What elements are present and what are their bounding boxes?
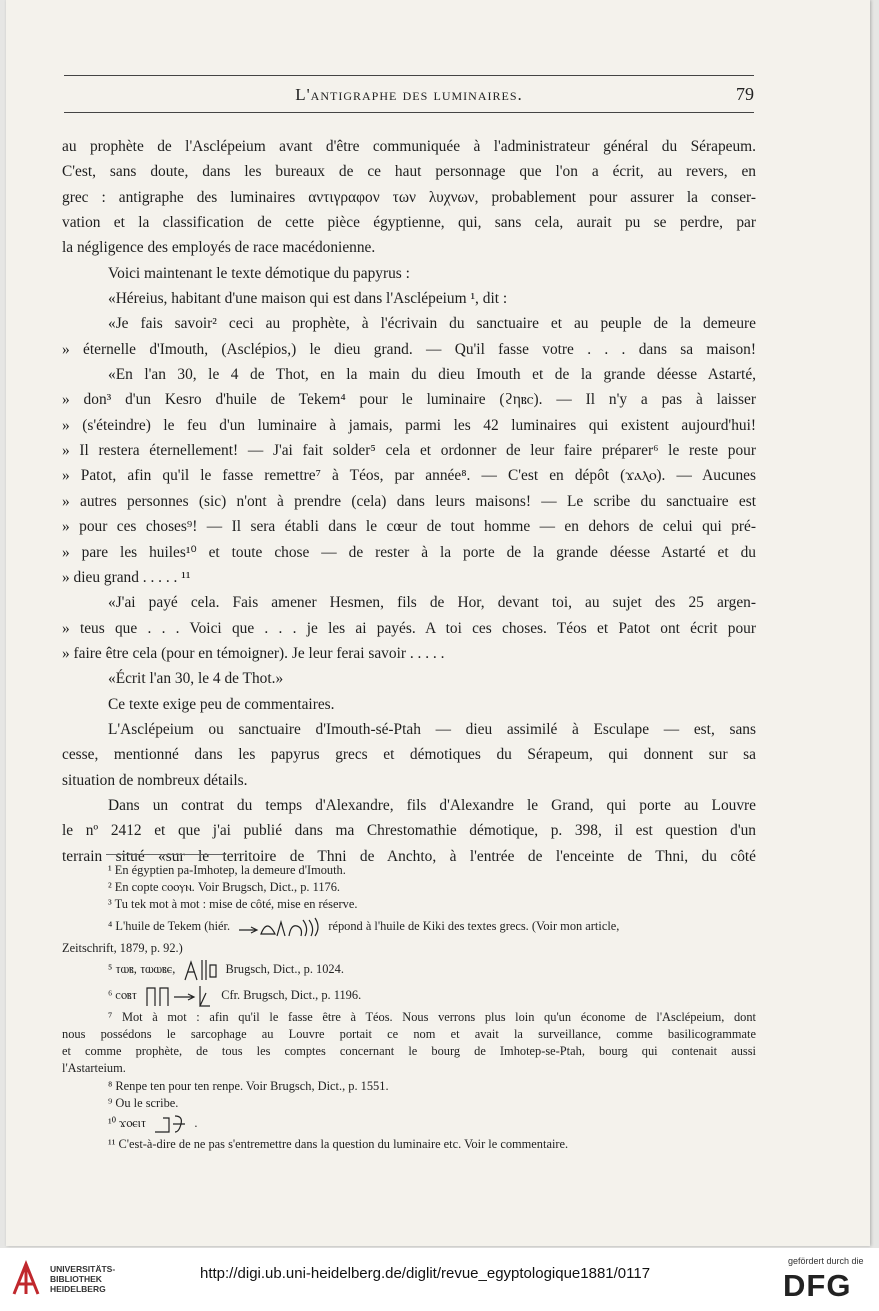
viewer-footer xyxy=(0,1248,879,1311)
text-line: » faire être cela (pour en témoigner). Je leur ferai savoir . . . . . xyxy=(62,644,445,662)
text-line: » dieu grand . . . . . ¹¹ xyxy=(62,568,191,586)
footnote-line: ¹¹ C'est-à-dire de ne pas s'entremettre dans la question du luminaire etc. Voir le commentaire. xyxy=(108,1137,569,1152)
footnote-text: ⁵ ⲧⲱⲃ, ⲧⲱⲱⲃⲉ, xyxy=(108,961,176,976)
library-name xyxy=(50,1264,115,1294)
footnote-line xyxy=(62,862,756,879)
text-line: grec : antigraphe des luminaires αντιγραφον των λυχνων, probablement pour assurer la conser- xyxy=(62,188,756,206)
text-line: «J'ai payé cela. Fais amener Hesmen, fils de Hor, devant toi, au sujet des 25 argen- xyxy=(108,594,756,612)
text-line: » (s'éteindre) le feu d'un luminaire à jamais, parmi les 42 luminaires qui existent aujourd'hui! xyxy=(62,416,756,434)
running-head xyxy=(64,75,754,113)
footnote-text: ⁴ L'huile de Tekem (hiér. xyxy=(108,918,231,933)
footnote-line xyxy=(62,983,756,1009)
page-title: L'antigraphe des luminaires. xyxy=(295,85,523,104)
footnote-line: Zeitschrift, 1879, p. 92.) xyxy=(62,940,183,955)
library-name-line: BIBLIOTHEK xyxy=(50,1274,102,1284)
hieroglyph-tob-icon xyxy=(182,957,218,983)
text-line: C'est, sans doute, dans les bureaux de ce haut personnage que l'on a écrit, au revers, en xyxy=(62,163,756,181)
text-line: Voici maintenant le texte démotique du papyrus : xyxy=(108,264,410,282)
text-line: » éternelle d'Imouth, (Asclépios,) le dieu grand. — Qu'il fasse votre . . . dans sa maison! xyxy=(62,340,756,358)
footnote-text: Cfr. Brugsch, Dict., p. 1196. xyxy=(221,987,362,1002)
footnote-text: ³ Tu tek mot à mot : mise de côté, mise en réserve. xyxy=(108,897,358,912)
footnote-line: nous possédons le sarcophage au Louvre portait ce nom et avait la surveillance, comme basilicogrammate xyxy=(62,1027,756,1042)
footnote-text: . xyxy=(194,1115,198,1130)
text-line: vation et la classification de cette pièce égyptienne, qui, sans cela, aurait pu se perdre, par xyxy=(62,214,756,232)
text-line: «Je fais savoir² ceci au prophète, à l'écrivain du sanctuaire et au peuple de la demeure xyxy=(108,315,756,333)
footnote-rule xyxy=(106,854,226,855)
text-line: » Patot, afin qu'il le fasse remettre⁷ à Téos, par année⁸. — C'est en dépôt (ϫⲁⲗⲟ). — Aucunes xyxy=(62,467,756,485)
footnote-line xyxy=(62,879,756,896)
scanned-page xyxy=(6,0,870,1246)
footnote-line xyxy=(62,896,756,913)
text-line: » Il restera éternellement! — J'ai fait solder⁵ cela et ordonner de leur faire préparer⁶ le reste pour xyxy=(62,442,756,460)
permalink-url[interactable]: http://digi.ub.uni-heidelberg.de/diglit/revue_egyptologique1881/0117 xyxy=(200,1265,651,1282)
text-line: Ce texte exige peu de commentaires. xyxy=(108,695,335,713)
footnote-text: répond à l'huile de Kiki des textes grecs. (Voir mon article, xyxy=(328,918,620,933)
text-line: le nº 2412 et que j'ai publié dans ma Chrestomathie démotique, p. 398, il est question d'un xyxy=(62,822,756,840)
library-name-line: HEIDELBERG xyxy=(50,1284,106,1294)
text-line: L'Asclépeium ou sanctuaire d'Imouth-sé-Ptah — dieu assimilé à Esculape — est, sans xyxy=(108,720,756,738)
footnote-line: l'Astarteium. xyxy=(62,1061,126,1076)
body-text xyxy=(62,134,756,869)
page-number: 79 xyxy=(736,84,754,104)
footnote-line: ⁸ Renpe ten pour ten renpe. Voir Brugsch, Dict., p. 1551. xyxy=(108,1078,389,1093)
footnote-text: Brugsch, Dict., p. 1024. xyxy=(225,961,344,976)
dfg-logo: DFG xyxy=(783,1268,852,1303)
footnote-line: et comme prophète, de tous les comptes concernant le bourg de Imhotep-se-Ptah, bourg qui contenait aussi xyxy=(62,1044,756,1059)
footnote-text: ⁶ ⲥⲟⲃⲧ xyxy=(108,987,137,1002)
library-name-line: UNIVERSITÄTS- xyxy=(50,1264,116,1274)
hieroglyph-oil-icon xyxy=(153,1112,187,1136)
text-line: » pare les huiles¹⁰ et toute chose — de rester à la porte de la grande déesse Astarté et du xyxy=(62,543,756,561)
footnote-text: ² En copte ⲥⲟⲟⲩⲛ. Voir Brugsch, Dict., p. 1176. xyxy=(108,880,340,895)
text-line: situation de nombreux détails. xyxy=(62,771,248,789)
hieroglyph-tekem-icon xyxy=(237,914,321,940)
text-line: «Héreius, habitant d'une maison qui est dans l'Asclépeium ¹, dit : xyxy=(108,290,508,308)
text-line: » pour ces choses⁹! — Il sera établi dans le cœur de tout homme — en dehors de celui qui pré- xyxy=(62,518,756,536)
text-line: la négligence des employés de race macédonienne. xyxy=(62,239,376,257)
text-line: terrain situé «sur le territoire de Thni de Anchto, à l'entrée de l'enceinte de Thni, du côté xyxy=(62,847,756,865)
footnote-line xyxy=(62,914,756,940)
sponsor-caption: gefördert durch die xyxy=(788,1256,864,1266)
university-library-logo-icon xyxy=(8,1258,44,1300)
text-line: «En l'an 30, le 4 de Thot, en la main du dieu Imouth et de la grande déesse Astarté, xyxy=(108,366,756,384)
footnote-line xyxy=(62,957,756,983)
text-line: cesse, mentionné dans les papyrus grecs et démotiques du Sérapeum, qui donnent sur sa xyxy=(62,746,756,764)
footnote-line: ⁷ Mot à mot : afin qu'il le fasse être à Téos. Nous verrons plus loin qu'un économe de l'Asclépeium, dont xyxy=(108,1009,756,1024)
footnote-line xyxy=(62,1112,756,1136)
text-line: » autres personnes (sic) n'ont à prendre (cela) dans leurs maisons! — Le scribe du sanctuaire est xyxy=(62,492,756,510)
text-line: au prophète de l'Asclépeium avant d'être communiquée à l'administrateur général du Sérapeum. xyxy=(62,138,756,155)
footnote-text: ¹ En égyptien pa-Imhotep, la demeure d'Imouth. xyxy=(108,863,346,877)
footnote-line: ⁹ Ou le scribe. xyxy=(108,1095,179,1110)
text-line: Dans un contrat du temps d'Alexandre, fils d'Alexandre le Grand, qui porte au Louvre xyxy=(108,796,756,814)
text-line: » don³ d'un Kesro d'huile de Tekem⁴ pour le luminaire (ϩηⲃⲥ). — Il n'y a pas à laisser xyxy=(62,391,756,409)
footnotes xyxy=(62,862,756,1153)
hieroglyph-sobt-icon xyxy=(144,983,214,1009)
text-line: » teus que . . . Voici que . . . je les ai payés. A toi ces choses. Téos et Patot ont écrit pour xyxy=(62,619,756,637)
text-line: «Écrit l'an 30, le 4 de Thot.» xyxy=(108,670,284,688)
footnote-text: ¹⁰ ϫⲟⲉⲓⲧ xyxy=(108,1115,147,1130)
